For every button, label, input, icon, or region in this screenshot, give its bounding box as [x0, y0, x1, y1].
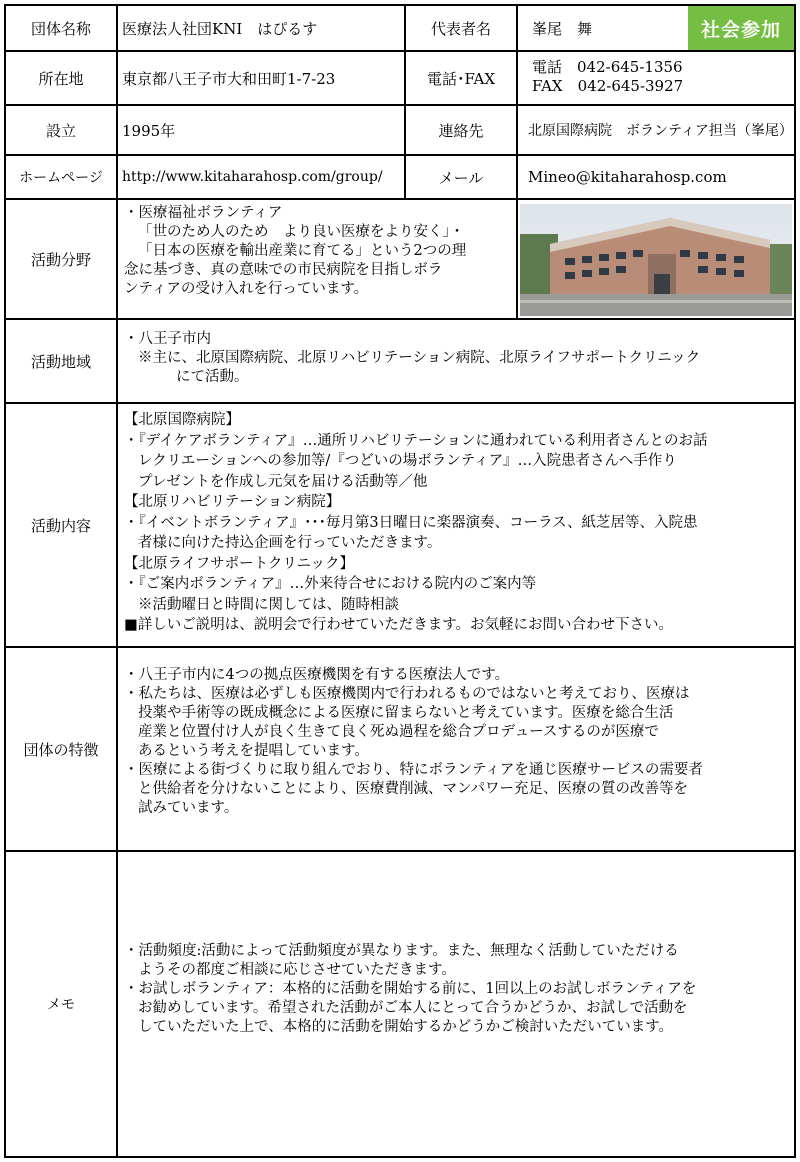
address-label: 所在地	[6, 52, 118, 106]
content-line: ・『デイケアボランティア』…通所リハビリテーションに通われている利用者さんとのお話	[124, 432, 708, 449]
phone-fax-value	[518, 52, 794, 106]
content-text	[118, 404, 794, 648]
homepage-link[interactable]: http://www.kitaharahosp.com/group/	[118, 156, 406, 200]
area-text	[118, 320, 794, 404]
features-line: と供給者を分けないことにより、医療費削減、マンパワー充足、医療の質の改善等を	[138, 781, 688, 797]
content-line: ■詳しいご説明は、説明会で行わせていただきます。お気軽にお問い合わせ下さい。	[124, 617, 674, 633]
memo-line: ・活動頻度:活動によって活動頻度が異なります。また、無理なく活動していただける	[124, 943, 679, 959]
established-value: 1995年	[118, 106, 406, 156]
phone-fax-label: 電話･FAX	[406, 52, 518, 106]
content-line: ・『ご案内ボランティア』…外来待合せにおける院内のご案内等	[124, 576, 537, 592]
area-line: ※主に、北原国際病院、北原リハビリテーション病院、北原ライフサポートクリニック	[138, 350, 701, 366]
field-label: 活動分野	[6, 200, 118, 320]
memo-text	[118, 852, 794, 1156]
memo-line: ・お試しボランティア：本格的に活動を開始する前に、1回以上のお試しボランティアを	[124, 981, 697, 997]
name-value: 医療法人社団KNI はぴるす	[118, 6, 406, 52]
mail-link[interactable]: Mineo@kitaharahosp.com	[518, 156, 794, 200]
features-line: 試みています。	[138, 800, 239, 816]
content-line: 【北原リハビリテーション病院】	[124, 494, 341, 510]
features-line: 投薬や手術等の既成概念による医療に留まらないと考えています。医療を総合生活	[138, 705, 674, 721]
content-line: 【北原ライフサポートクリニック】	[124, 555, 354, 572]
field-line: 「日本の医療を輸出産業に育てる」という2つの理	[138, 243, 467, 259]
features-line: 産業と位置付け人が良く生きて良く死ぬ過程を総合プロデュースするのが医療で	[138, 724, 659, 740]
established-label: 設立	[6, 106, 118, 156]
phone-number: 電話 042-645-1356	[532, 58, 683, 76]
content-label: 活動内容	[6, 404, 118, 648]
area-label: 活動地域	[6, 320, 118, 404]
memo-label: メモ	[6, 852, 118, 1156]
features-label: 団体の特徴	[6, 648, 118, 852]
content-line: プレゼントを作成し元気を届ける活動等／他	[138, 473, 428, 490]
name-label: 団体名称	[6, 6, 118, 52]
rep-value: 峯尾 舞	[518, 6, 794, 52]
content-line: レクリエーションへの参加等/『つどいの場ボランティア』…入院患者さんへ手作り	[138, 453, 677, 469]
content-line: 【北原国際病院】	[124, 412, 240, 428]
address-value: 東京都八王子市大和田町1-7-23	[118, 52, 406, 106]
homepage-label: ホームページ	[6, 156, 118, 200]
area-line: にて活動。	[176, 369, 249, 385]
content-line: ・『イベントボランティア』･･･毎月第3日曜日に楽器演奏、コーラス、紙芝居等、入院患	[124, 514, 698, 531]
volunteer-group-sheet	[4, 4, 796, 1158]
features-text	[118, 648, 794, 852]
field-line: ンティアの受け入れを行っています。	[124, 281, 369, 297]
features-line: あるという考えを提唱しています。	[138, 743, 369, 759]
field-text	[118, 200, 518, 320]
rep-label: 代表者名	[406, 6, 518, 52]
hospital-photo	[520, 204, 792, 316]
memo-line: していただいた上で、本格的に活動を開始するかどうかご検討いただいています。	[138, 1019, 674, 1035]
memo-line: お勧めしています。希望された活動がご本人にとって合うかどうか、お試しで活動を	[138, 1000, 688, 1016]
features-line: ・医療による街づくりに取り組んでおり、特にボランティアを通じ医療サービスの需要者	[124, 762, 703, 778]
features-line: ・八王子市内に4つの拠点医療機関を有する医療法人です。	[124, 667, 510, 683]
field-line: 「世のため人のため より良い医療をより安く」・	[138, 224, 465, 240]
area-line: ・八王子市内	[124, 331, 211, 347]
hospital-photo-cell	[518, 200, 794, 320]
memo-line: ようその都度ご相談に応じさせていただきます。	[138, 962, 456, 978]
social-participation-badge: 社会参加	[688, 6, 794, 50]
features-line: ・私たちは、医療は必ずしも医療機関内で行われるものではないと考えており、医療は	[124, 686, 690, 702]
contact-label: 連絡先	[406, 106, 518, 156]
fax-number: FAX 042-645-3927	[532, 77, 684, 95]
mail-label: メール	[406, 156, 518, 200]
contact-value: 北原国際病院 ボランティア担当（峯尾）	[518, 106, 794, 156]
content-line: 者様に向けた持込企画を行っていただきます。	[138, 535, 442, 551]
field-line: ・医療福祉ボランティア	[124, 205, 283, 221]
content-line: ※活動曜日と時間に関しては、随時相談	[138, 596, 399, 613]
field-line: 念に基づき、真の意味での市民病院を目指しボラ	[124, 262, 443, 278]
